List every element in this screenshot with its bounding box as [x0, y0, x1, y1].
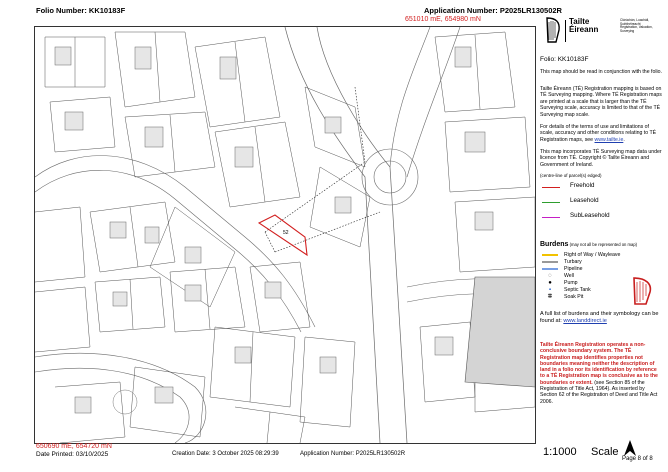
read-note: This map should be read in conjunction with the folio. [540, 69, 662, 75]
soak-pit-icon: ⵌ [547, 294, 553, 300]
north-arrow-icon [623, 440, 637, 456]
brand-sub-text: Clárúchán, Luacháil, Suirbhéireacht Registration, Valuation, Surveying [620, 18, 653, 33]
registration-map[interactable] [34, 26, 536, 444]
burden-turbary: Turbary [564, 259, 582, 265]
creation-date: Creation Date: 3 October 2025 08:29:39 [172, 451, 279, 457]
parcel-number-label: 52 [283, 230, 289, 236]
mapping-paragraph: Tailte Éireann (TÉ) Registration mapping is based on TÉ Surveying mapping. Where TÉ Registration maps are printed at a scale that is larger than the TÉ Surveying scale, accuracy is limited to that of the TÉ Surveying map scale. [540, 86, 662, 118]
legend-freehold: Freehold [540, 183, 662, 191]
terms-paragraph: For details of the terms of use and limitations of scale, accuracy and other conditions relating to TÉ Registration maps, see www.tailte.ie. [540, 124, 657, 143]
application-number-header: Application Number: P2025LR130502R [424, 6, 562, 15]
brand-name-line1: Tailte [569, 17, 590, 26]
burden-right-of-way: Right of Way / Wayleave [564, 252, 621, 258]
legend-subleasehold: SubLeasehold [540, 213, 662, 221]
full-list-note: A full list of burdens and their symbology can be found at: www.landdirect.ie [540, 311, 659, 324]
folio-number-header: Folio Number: KK10183F [36, 6, 126, 15]
burden-pump: ● Pump [540, 280, 662, 287]
burden-soak-pit: ⵌ Soak Pit [540, 294, 662, 301]
centreline-note: (centre-line of parcel(s) edged) [540, 173, 602, 178]
boundary-warning: Tailte Éireann Registration operates a non-conclusive boundary system. The TÉ Registration map identifies properties not boundaries meaning neither the description of land in a folio nor its identification by reference to a TÉ Registration map is conclusive as to the boundaries or extent. (see Section 85 of the Registration of Title Act, 1964). As inserted by Section 62 of the Registration of Deed and Title Act 2006. [540, 342, 658, 405]
pump-icon: ● [548, 280, 552, 286]
leasehold-swatch [542, 202, 560, 203]
burden-pipeline: Pipeline [564, 266, 583, 272]
burden-septic-tank: ▪ Septic Tank [540, 287, 662, 294]
septic-tank-icon: ▪ [548, 287, 552, 293]
scale-label: Scale [591, 446, 619, 458]
red-harp-icon [630, 276, 654, 306]
page-number: Page 8 of 8 [622, 456, 653, 462]
well-icon: ◌ [548, 273, 552, 279]
scale-ratio: 1:1000 [543, 446, 577, 458]
coordinate-top-right: 651010 mE, 654980 mN [405, 16, 481, 23]
subleasehold-swatch [542, 217, 560, 218]
copyright-paragraph: This map incorporates TÉ Surveying map data under licence from TÉ. Copyright © Tailte Éireann and Government of Ireland. [540, 149, 662, 168]
legend-leasehold: Leasehold [540, 198, 662, 206]
brand-name-line2: Éireann [569, 25, 599, 34]
landdirect-link[interactable]: www.landdirect.ie [563, 318, 607, 324]
harp-logo-icon [544, 16, 562, 44]
map-info-panel [540, 17, 665, 442]
burden-well: ◌ Well [540, 273, 662, 280]
burdens-heading: Burdens (may not all be represented on map) [540, 241, 638, 248]
tailte-link[interactable]: www.tailte.ie [594, 136, 624, 143]
footer-application-number: Application Number: P2025LR130502R [300, 451, 406, 457]
freehold-swatch [542, 187, 560, 188]
coordinate-bottom-left: 650690 mE, 654720 mN [36, 443, 112, 450]
date-printed: Date Printed: 03/10/2025 [36, 451, 109, 458]
panel-folio: Folio: KK10183F [540, 56, 589, 63]
